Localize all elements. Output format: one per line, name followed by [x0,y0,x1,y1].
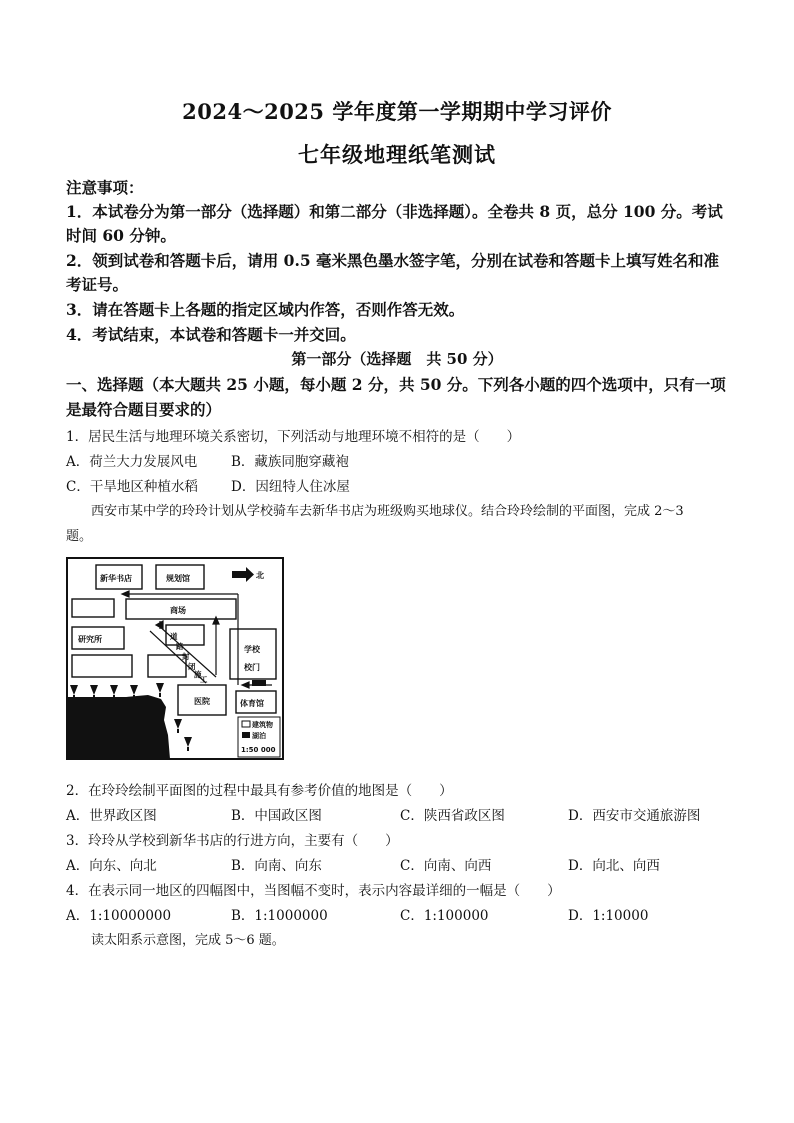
map-label-road: 施 [194,670,202,679]
note-item: 1．本试卷分为第一部分（选择题）和第二部分（非选择题）。全卷共 8 页，总分 100 分。考试 [66,202,723,221]
campus-map-figure [66,557,284,760]
map-label-road: 闭 [188,662,196,671]
passage-text: 西安市某中学的玲玲计划从学校骑车去新华书店为班级购买地球仪。结合玲玲绘制的平面图，完成 2～3 [91,504,684,519]
map-label-road: 道 [170,632,178,641]
question-1-option-b[interactable]: B．藏族同胞穿藏袍 [231,454,349,470]
question-3-option-d[interactable]: D．向北、向西 [568,858,660,874]
map-label-road: 工 [200,675,208,684]
map-label-school: 学校 [244,645,260,654]
map-label-hospital: 医院 [194,697,210,706]
question-3-option-c[interactable]: C．向南、向西 [400,858,492,874]
map-legend-lake: 湖泊 [252,732,266,740]
question-4-option-a[interactable]: A．1:10000000 [66,908,172,924]
exam-subtitle: 七年级地理纸笔测试 [298,142,496,167]
map-label-planning-hall: 规划馆 [166,574,190,583]
map-label-gym: 体育馆 [240,699,264,708]
section-instruction: 是最符合题目要求的） [66,400,222,419]
passage-text: 题。 [66,529,93,544]
question-1-option-a[interactable]: A．荷兰大力发展风电 [66,454,198,470]
map-label-road: 封 [182,652,190,661]
map-legend-building: 建筑物 [252,721,273,729]
question-4-option-d[interactable]: D．1:10000 [568,908,649,924]
map-label-institute: 研究所 [78,635,102,644]
map-scale: 1:50 000 [241,746,276,754]
question-1-option-c[interactable]: C．干旱地区种植水稻 [66,479,198,495]
question-2-option-c[interactable]: C．陕西省政区图 [400,808,505,824]
note-item: 2．领到试卷和答题卡后，请用 0.5 毫米黑色墨水签字笔，分别在试卷和答题卡上填写姓名和准 [66,251,720,270]
question-3-option-a[interactable]: A．向东、向北 [66,858,157,874]
campus-map [66,557,284,760]
exam-title: 2024～2025 学年度第一学期期中学习评价 [182,99,612,124]
question-3-stem: 3．玲玲从学校到新华书店的行进方向，主要有（ ） [66,833,399,849]
question-2-option-d[interactable]: D．西安市交通旅游图 [568,808,701,824]
question-1-option-d[interactable]: D．因纽特人住冰屋 [231,479,350,495]
note-item: 4．考试结束，本试卷和答题卡一并交回。 [66,325,356,344]
question-2-option-a[interactable]: A．世界政区图 [66,808,157,824]
note-item: 时间 60 分钟。 [66,226,176,245]
section-instruction: 一、选择题（本大题共 25 小题，每小题 2 分，共 50 分。下列各小题的四个选项中，只有一项 [66,375,726,394]
notes-heading: 注意事项： [66,178,144,197]
question-2-stem: 2．在玲玲绘制平面图的过程中最具有参考价值的地图是（ ） [66,783,453,799]
map-label-school-gate: 校门 [244,663,260,672]
question-2-option-b[interactable]: B．中国政区图 [231,808,322,824]
map-label-mall: 商场 [170,606,186,615]
passage-text: 读太阳系示意图，完成 5～6 题。 [91,933,285,948]
map-label-road: 路 [176,642,184,651]
note-item: 3．请在答题卡上各题的指定区域内作答，否则作答无效。 [66,300,465,319]
part1-heading: 第一部分（选择题 共 50 分） [291,350,503,368]
question-3-option-b[interactable]: B．向南、向东 [231,858,322,874]
note-item: 考证号。 [66,275,129,294]
map-label-bookstore: 新华书店 [100,574,132,583]
question-4-option-c[interactable]: C．1:100000 [400,908,489,924]
question-4-option-b[interactable]: B．1:1000000 [231,908,328,924]
question-1-stem: 1．居民生活与地理环境关系密切，下列活动与地理环境不相符的是（ ） [66,429,521,445]
question-4-stem: 4．在表示同一地区的四幅图中，当图幅不变时，表示内容最详细的一幅是（ ） [66,883,561,899]
map-label-north: 北 [256,571,264,580]
